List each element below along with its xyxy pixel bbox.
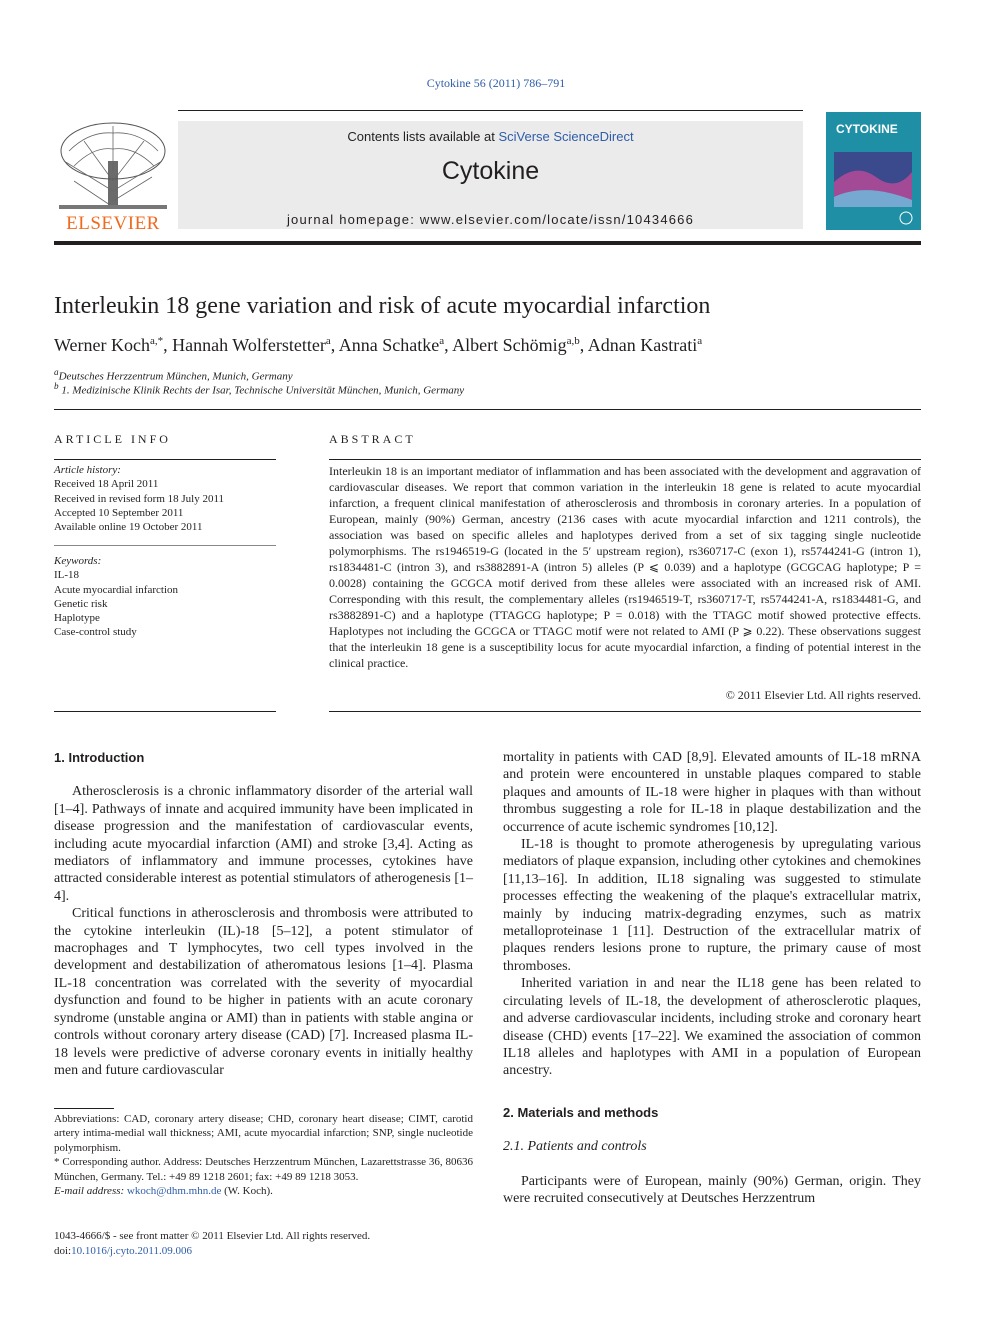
intro-paragraph: Inherited variation in and near the IL18 gene has been related to circulating levels of IL-18, the development of atherosclerotic plaques, and adverse cardiovascular incidents, including stroke and coronary heart disease (CHD) events [17–22]. We examined the association of common IL18 alleles and haplotypes with AMI in a population of European ancestry. — [503, 976, 921, 1079]
keyword: Haplotype — [54, 612, 100, 625]
journal-homepage — [178, 212, 803, 227]
header-rule — [178, 110, 803, 111]
author-name[interactable]: Albert Schömig — [452, 335, 567, 355]
tree-icon — [54, 121, 172, 213]
history-item: Received in revised form 18 July 2011 — [54, 492, 225, 505]
contents-prefix: Contents lists available at — [347, 129, 495, 144]
author-list: Werner Koch$^{a,*}$, Hannah Wolferstetter$^a$, Anna Schatke$^a$, Albert Schömig$^{a,b}$, Adnan Kastrati$^a$ — [54, 335, 703, 355]
keyword: Genetic risk — [54, 597, 108, 610]
abstract-text: Interleukin 18 is an important mediator of inflammation and has been associated with the development and aggravation of cardiovascular diseases. We report that common variation in the interleukin 18 gene is related to acute myocardial infarction, a frequent clinical manifestation of atherosclerosis and thrombosis in coronary arteries. In a population of European, mainly (90%) German, ancestry (2136 cases with acute myocardial infarction and 1211 controls), the association was based on specific alleles and haplotypes derived from a set of six tagging single nucleotide polymorphisms. The rs1946519-G (located in the 5′ upstream region), rs360717-C (exon 1), rs5744241-G (intron 1), rs1834481-C (intron 3), and rs3882891-A (intron 5) alleles (P ⩽ 0.039) and a haplotype (GCGCAG haplotype; P = 0.0028) containing the GCGCA motif derived from these alleles were associated with an increased risk of AMI. Corresponding with this result, the complementary alleles (rs1946519-T, rs360717-T, rs5744241-A, rs1834481-G, and rs3882891-C) and a haplotype (TTAGCG haplotype; P = 0.018) with the TTAGC motif showed protective effects. Haplotypes not including the GCGCA or TTAGC motif were not related to AMI (P ⩾ 0.22). These observations suggest that the interleukin 18 gene is a susceptibility locus for acute myocardial infarction, a finding of potential interest in the clinical practice. — [329, 464, 921, 670]
abbreviations-footnote: Abbreviations: CAD, coronary artery disease; CHD, coronary heart disease; CIMT, carotid artery intima-medial wall thickness; AMI, acute myocardial infarction; SNP, single nucleotide polymorphism. — [54, 1113, 473, 1154]
keywords — [54, 554, 276, 640]
history-item: Available online 19 October 2011 — [54, 521, 203, 534]
article-info-heading: ARTICLE INFO — [54, 432, 171, 446]
author-affil-mark[interactable]: a,* — [150, 335, 164, 347]
footnotes — [54, 1112, 473, 1198]
corresponding-author-footnote: * Corresponding author. Address: Deutsches Herzzentrum München, Lazarettstrasse 36, 80636 München, Germany. Tel.: +49 89 1218 2601; fax: +49 89 1218 3053. — [54, 1156, 473, 1183]
email-link[interactable]: wkoch@dhm.mhn.de — [126, 1185, 222, 1198]
abstract-rule — [329, 459, 921, 460]
intro-paragraph: Critical functions in atherosclerosis and thrombosis were attributed to the cytokine interleukin (IL)-18 [5–12], a potent stimulator of macrophages and T lymphocytes, two cell types involved in the development and destabilization of atheromatous lesions [1–4]. Plasma IL-18 concentration was correlated with the severity of myocardial dysfunction and found to be higher in patients with an acute coronary syndrome (unstable angina or AMI) than in patients with stable angina or controls without coronary artery disease (CAD) [7]. Increased plasma IL-18 levels were predictive of adverse coronary events in initially healthy men and future cardiovascular — [54, 906, 473, 1078]
right-column — [503, 749, 921, 1207]
cover-art-icon — [826, 112, 921, 230]
keyword: IL-18 — [54, 569, 80, 582]
homepage-link[interactable]: journal homepage: www.elsevier.com/locate/issn/10434666 — [286, 212, 695, 227]
affiliation-mark: a — [54, 367, 59, 377]
intro-paragraph: Atherosclerosis is a chronic inflammatory disorder of the arterial wall [1–4]. Pathways of innate and acquired immunity have been implicated in disease progression and the manifestation of cardiovascular events, including acute myocardial infarction (AMI) and stroke [3,4]. Acting as mediators of inflammatory and immune processes, cytokines have attracted considerable interest as potential stimulators of atherogenesis [1–4]. — [54, 784, 473, 904]
methods-heading: 2. Materials and methods — [503, 1104, 659, 1120]
methods-paragraph: Participants were of European, mainly (90%) German, origin. They were recruited consecutively at Deutsches Herzzentrum — [503, 1173, 921, 1206]
journal-citation[interactable]: Cytokine 56 (2011) 786–791 — [426, 76, 566, 90]
intro-heading: 1. Introduction — [54, 750, 145, 765]
email-label: E-mail address: — [54, 1185, 125, 1198]
author-name[interactable]: Adnan Kastrati — [587, 335, 698, 355]
front-matter-rule — [54, 409, 921, 410]
affiliation-mark: b — [54, 381, 59, 391]
cover-title: CYTOKINE — [836, 122, 898, 136]
author-name[interactable]: Werner Koch — [54, 335, 151, 355]
author-affil-mark[interactable]: a,b — [566, 335, 580, 347]
affiliation-text: 1. Medizinische Klinik Rechts der Isar, Technische Universität München, Munich, Germany — [61, 384, 465, 397]
intro-paragraph: IL-18 is thought to promote atherogenesis by upregulating various mediators of plaque expansion, including other cytokines and chemokines [11,13–16]. In addition, IL18 signaling was suggested to stimulate processes effecting the weakening of the plaque's extracellular matrix, mainly by inducing matrix-degrading enzymes, such as matrix metalloproteinase 1 [11]. Destruction of the extracellular matrix of plaques renders lesions prone to rupture, the primary cause of most thromboses. — [503, 837, 921, 974]
history-label: Article history: — [54, 464, 121, 476]
issn-line: 1043-4666/$ - see front matter © 2011 Elsevier Ltd. All rights reserved. — [54, 1230, 371, 1242]
email-footnote — [54, 1184, 473, 1198]
author-affil-mark[interactable]: a — [697, 335, 703, 347]
masthead-bottom-rule — [54, 241, 921, 245]
elsevier-wordmark: ELSEVIER — [66, 213, 160, 234]
abstract-bottom-rule — [329, 711, 921, 712]
abstract-heading: ABSTRACT — [329, 432, 416, 446]
left-column — [54, 749, 473, 1079]
affiliation-text: Deutsches Herzzentrum München, Munich, Germany — [58, 370, 293, 383]
journal-name: Cytokine — [441, 157, 540, 185]
elsevier-logo — [54, 121, 172, 234]
keyword: Acute myocardial infarction — [54, 583, 179, 596]
article-info-bottom-rule — [54, 711, 276, 712]
paper-title: Interleukin 18 gene variation and risk of acute myocardial infarction — [54, 293, 711, 319]
journal-cover[interactable] — [826, 112, 921, 230]
affiliation-b — [54, 381, 464, 397]
author-affil-mark[interactable]: a — [325, 335, 331, 347]
intro-paragraph: mortality in patients with CAD [8,9]. Elevated amounts of IL-18 mRNA and protein were encountered in unstable plaques compared to stable plaques and amounts of IL-18 were higher in plaques with than without thrombus suggesting a role for IL-18 in plaque destabilization and the occurrence of acute ischemic syndromes [10,12]. — [503, 750, 921, 835]
sciencedirect-link[interactable]: SciVerse ScienceDirect — [498, 129, 634, 144]
history-item: Received 18 April 2011 — [54, 478, 159, 491]
keyword: Case-control study — [54, 626, 137, 639]
issn-block — [54, 1229, 370, 1258]
methods-subheading: 2.1. Patients and controls — [503, 1139, 647, 1155]
email-suffix: (W. Koch). — [224, 1185, 273, 1198]
journal-banner — [178, 121, 803, 229]
author-name[interactable]: Hannah Wolferstetter — [172, 335, 326, 355]
footnote-rule — [54, 1108, 114, 1109]
abstract-copyright: © 2011 Elsevier Ltd. All rights reserved. — [725, 688, 921, 702]
keywords-rule — [54, 545, 276, 546]
article-history — [54, 463, 276, 534]
author-name[interactable]: Anna Schatke — [338, 335, 440, 355]
keywords-label: Keywords: — [54, 555, 102, 567]
history-item: Accepted 10 September 2011 — [54, 506, 184, 519]
article-info-rule — [54, 459, 276, 460]
contents-line — [178, 129, 803, 144]
doi-label: doi: — [54, 1244, 72, 1257]
doi-line — [54, 1244, 370, 1259]
doi-link[interactable]: 10.1016/j.cyto.2011.09.006 — [71, 1244, 193, 1257]
author-affil-mark[interactable]: a — [439, 335, 445, 347]
